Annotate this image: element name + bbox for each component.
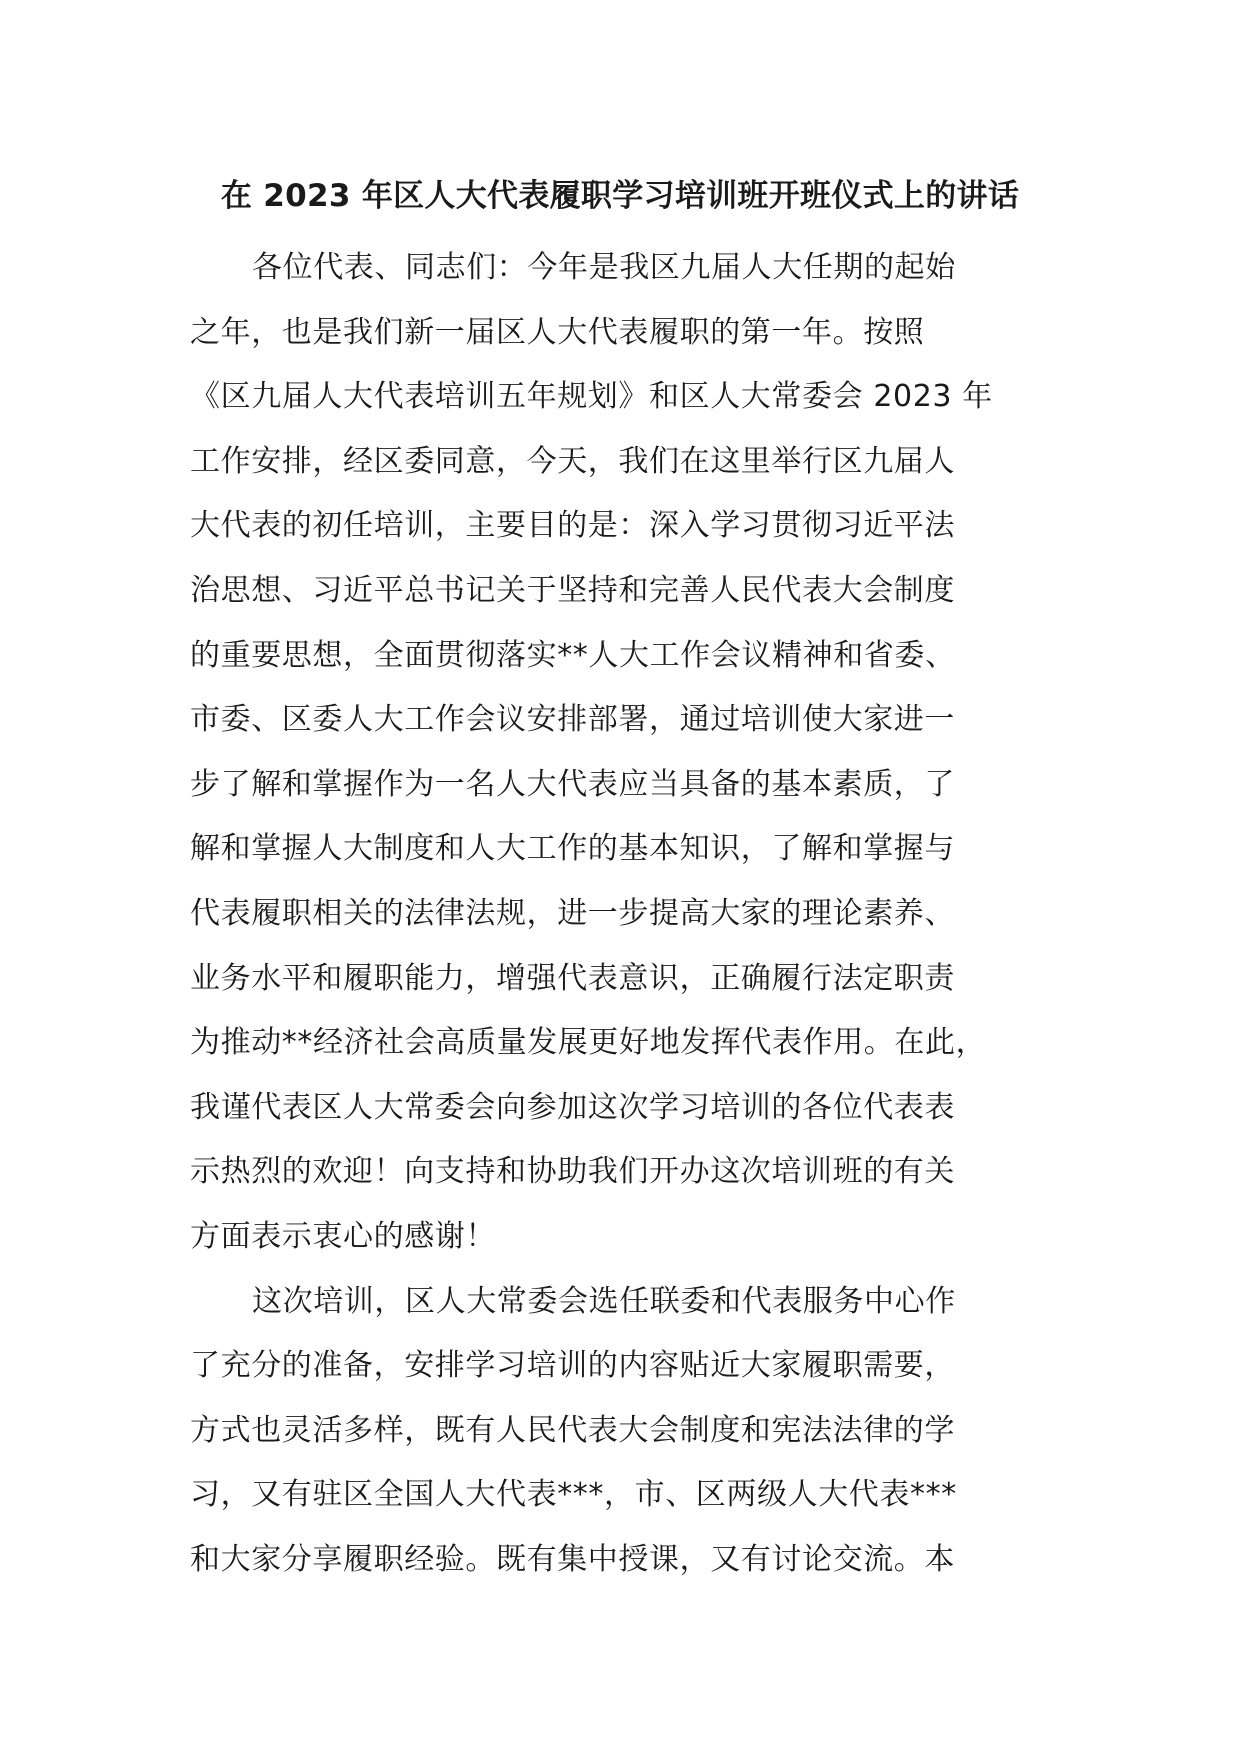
- text-line: 市委、区委人大工作会议安排部署，通过培训使大家进一: [190, 702, 955, 738]
- text-line: 了充分的准备，安排学习培训的内容贴近大家履职需要，: [190, 1348, 955, 1384]
- text-line: 《区九届人大代表培训五年规划》和区人大常委会 2023 年: [190, 379, 993, 415]
- text-line: 方式也灵活多样，既有人民代表大会制度和宪法法律的学: [190, 1412, 955, 1448]
- text-line: 习，又有驻区全国人大代表***，市、区两级人大代表***: [190, 1477, 957, 1513]
- text-line: 工作安排，经区委同意，今天，我们在这里举行区九届人: [190, 443, 955, 479]
- text-line: 代表履职相关的法律法规，进一步提高大家的理论素养、: [190, 895, 955, 931]
- text-line: 业务水平和履职能力，增强代表意识，正确履行法定职责: [190, 960, 955, 996]
- text-line: 解和掌握人大制度和人大工作的基本知识，了解和掌握与: [190, 831, 955, 867]
- document-body: [190, 236, 1090, 1592]
- text-line: 和大家分享履职经验。既有集中授课，又有讨论交流。本: [190, 1541, 955, 1577]
- text-line: 这次培训，区人大常委会选任联委和代表服务中心作: [252, 1283, 956, 1319]
- text-line: 我谨代表区人大常委会向参加这次学习培训的各位代表表: [190, 1089, 955, 1125]
- document-title: 在 2023 年区人大代表履职学习培训班开班仪式上的讲话: [220, 178, 1020, 214]
- text-line: 的重要思想，全面贯彻落实**人大工作会议精神和省委、: [190, 637, 956, 673]
- text-line: 各位代表、同志们：今年是我区九届人大任期的起始: [252, 250, 956, 285]
- text-line: 之年，也是我们新一届区人大代表履职的第一年。按照: [190, 314, 925, 350]
- text-line: 大代表的初任培训，主要目的是：深入学习贯彻习近平法: [190, 508, 955, 544]
- text-line: 步了解和掌握作为一名人大代表应当具备的基本素质，了: [190, 766, 955, 802]
- text-line: 治思想、习近平总书记关于坚持和完善人民代表大会制度: [190, 572, 955, 608]
- text-line: 为推动**经济社会高质量发展更好地发挥代表作用。在此，: [190, 1025, 987, 1061]
- text-line: 示热烈的欢迎！向支持和协助我们开办这次培训班的有关: [190, 1154, 955, 1190]
- text-line: 方面表示衷心的感谢！: [190, 1218, 496, 1254]
